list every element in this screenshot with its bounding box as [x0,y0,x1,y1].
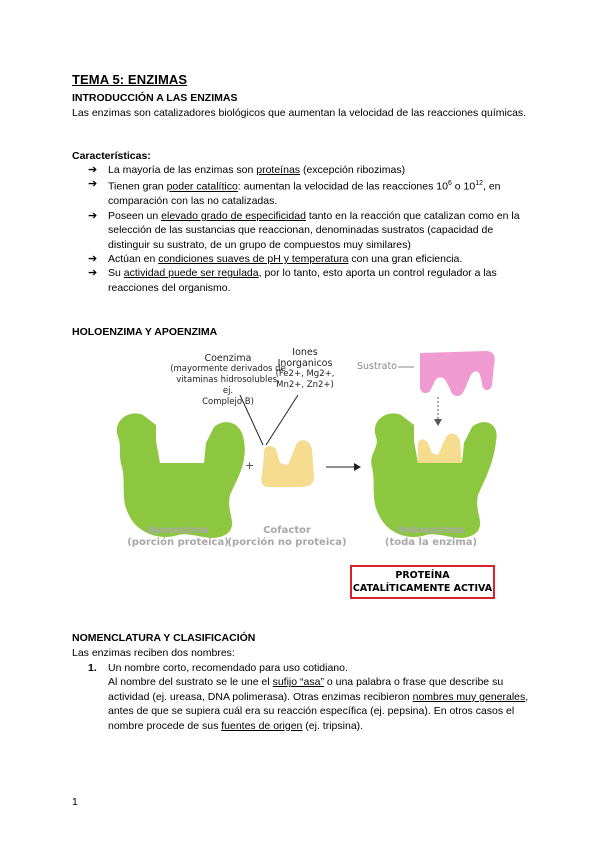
underlined-term: poder catalítico [166,180,238,193]
holoenzyme-green-shape [371,413,496,538]
page-number: 1 [72,796,78,808]
arrow-right-icon: ➔ [88,164,98,176]
features-list [88,163,533,295]
substrate-shape [420,351,495,396]
holoenzyme-cofactor-shape [418,434,462,463]
cofactor-shape [261,440,314,487]
holoenzyme-figure [108,345,498,575]
coenzyme-label-block: Coenzima (mayormente derivados de vitaminas hidrosolubles, ej. Complejo B) [170,353,286,407]
list-item: ➔ Tienen gran poder catalítico: aumentan la velocidad de las reacciones $10^6$ o $10^{12}$, en comparación con las no catalizadas. [88,178,501,208]
arrow-right-icon: ➔ [88,252,98,265]
nomenclature-heading: NOMENCLATURA Y CLASIFICACIÓN [72,632,256,644]
underlined-term: condiciones suaves de pH y temperatura [158,252,349,265]
underlined-term: nombres muy generales [412,690,526,703]
nomenclature-intro: Las enzimas reciben dos nombres: [72,647,235,659]
holoenzyme-caption: Holoenzima (toda la enzima) [384,525,478,548]
list-number: 1. [88,662,97,674]
underlined-term: fuentes de origen [221,719,303,732]
reaction-arrowhead [354,463,361,471]
plus-sign: + [245,459,255,472]
holoenzyme-heading: HOLOENZIMA Y APOENZIMA [72,326,218,338]
coenzyme-label: Coenzima [204,353,252,364]
list-item: 1. Un nombre corto, recomendado para uso cotidiano. Al nombre del sustrato se le une el sufijo “asa” o una palabra o frase que describe su actividad (ej. ureasa, DNA polimerasa). Otras enzimas recibieron nombres muy generales, antes de que se supiera cuál era su reacción específica (ej. pepsina). En otros casos el nombre procede de sus fuentes de origen (ej. tripsina). [88,661,533,733]
inorganic-ions-label: Iones Inorganicos (Fe2+, Mg2+, Mn2+, Zn2+) [275,347,335,390]
list-item: ➔ Su actividad puede ser regulada, por lo tanto, esto aporta un control regulador a las reacciones del organismo. [88,267,497,294]
arrow-right-icon: ➔ [88,178,98,191]
cofactor-caption: Cofactor (porción no proteica) [227,525,347,548]
list-item: ➔ La mayoría de las enzimas son proteínas (excepción ribozimas) [88,164,406,176]
intro-paragraph: Las enzimas son catalizadores biológicos que aumentan la velocidad de las reacciones químicas. [72,107,527,119]
apoenzyme-shape [117,413,245,538]
substrate-label: Sustrato [357,361,397,372]
active-protein-box: PROTEÍNA CATALÍTICAMENTE ACTIVA [350,565,495,599]
underlined-term: sufijo “asa” [272,676,324,689]
apoenzyme-caption: Apoenzima (porción proteica) [127,525,229,548]
features-heading: Características: [72,150,151,162]
list-item: ➔ Poseen un elevado grado de especificidad tanto en la reacción que catalizan como en la selección de las sustancias que reaccionan, denominadas sustratos (capacidad de distinguir su sustrato, de un grupo de compuestos muy similares) [88,209,520,251]
arrow-right-icon: ➔ [88,209,98,222]
list-item: ➔ Actúan en condiciones suaves de pH y temperatura con una gran eficiencia. [88,252,463,265]
nomenclature-detail: Al nombre del sustrato se le une el sufijo “asa” o una palabra o frase que describe su actividad (ej. ureasa, DNA polimerasa). Otras enzimas recibieron nombres muy generales, antes de que se supiera cuál era su reacción específica (ej. pepsina). En otros casos el nombre procede de sus fuentes de origen (ej. tripsina). [108,676,529,732]
nomenclature-list [88,661,533,733]
underlined-term: elevado grado de especificidad [161,209,306,222]
intro-heading: INTRODUCCIÓN A LAS ENZIMAS [72,92,238,104]
underlined-term: proteínas [256,164,301,176]
underlined-term: actividad puede ser regulada [123,267,259,280]
arrow-right-icon: ➔ [88,267,98,280]
substrate-arrowhead [434,419,442,426]
page-title: TEMA 5: ENZIMAS [72,72,188,87]
